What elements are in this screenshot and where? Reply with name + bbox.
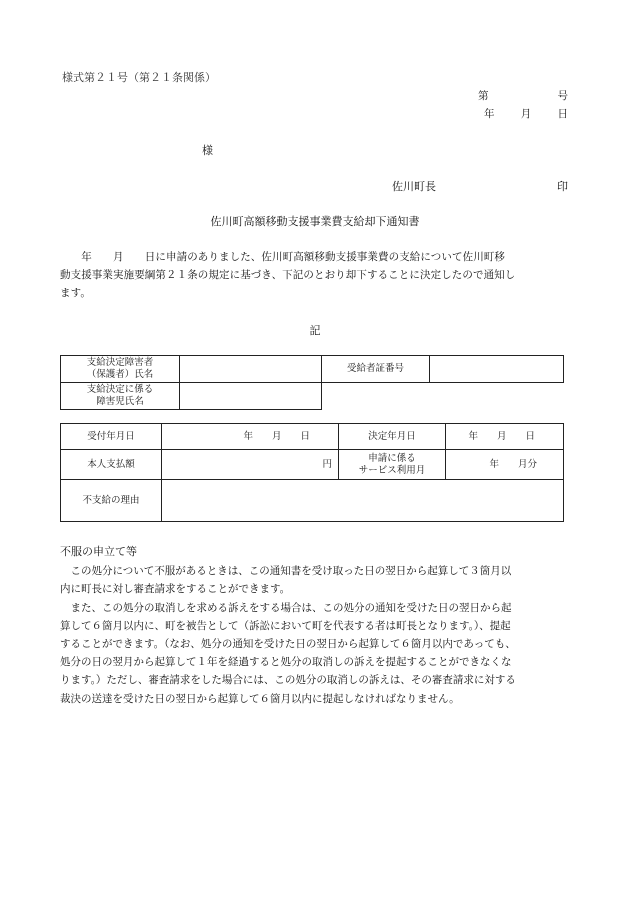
child-name-value xyxy=(180,383,322,410)
sender-name: 佐川町長 xyxy=(392,180,436,193)
form-number: 様式第２１号（第２１条関係） xyxy=(62,71,216,84)
decision-date-value: 年 月 日 xyxy=(446,424,564,450)
addressee-honorific: 様 xyxy=(202,144,213,157)
empty-cell xyxy=(322,383,430,410)
cert-number-label: 受給者証番号 xyxy=(322,356,430,383)
label-line: 障害児氏名 xyxy=(96,396,144,407)
recipient-name-value xyxy=(180,356,322,383)
label-line: （保護者）氏名 xyxy=(86,369,154,380)
document-title: 佐川町高額移動支援事業費支給却下通知書 xyxy=(210,215,420,228)
appeal-line: 処分の日の翌月から起算して１年を経過すると処分の取消しの訴えを提起することができなくな xyxy=(60,656,512,669)
label-line: サービス利用月 xyxy=(358,464,426,476)
document-number xyxy=(478,88,568,103)
date-year: 年 xyxy=(484,108,495,120)
label-line: 支給決定に係る xyxy=(86,384,154,395)
appeal-line: ります。）ただし、審査請求をした場合には、この処分の取消しの訴えは、その審査請求に対する xyxy=(60,674,516,687)
number-prefix: 第 xyxy=(478,90,489,102)
body-line: ます。 xyxy=(60,287,91,299)
payment-amount-value: 円 xyxy=(162,450,339,480)
payment-amount-label: 本人支払額 xyxy=(61,450,162,480)
notice-body xyxy=(60,248,572,302)
label-line: 申請に係る xyxy=(368,452,416,464)
appeal-line: することができます。（なお、処分の通知を受けた日の翌日から起算して６箇月以内であっても、 xyxy=(60,638,516,651)
appeal-section xyxy=(60,543,580,708)
appeal-heading: 不服の申立て等 xyxy=(60,545,137,558)
appeal-line: この処分について不服があるときは、この通知書を受け取った日の翌日から起算して３箇月以 xyxy=(60,565,512,578)
empty-cell xyxy=(430,383,564,410)
received-date-value: 年 月 日 xyxy=(162,424,339,450)
seal-mark: 印 xyxy=(557,180,568,193)
body-line: 動支援事業実施要綱第２１条の規定に基づき、下記のとおり却下することに決定したので通知し xyxy=(60,269,516,281)
ki-heading: 記 xyxy=(309,324,321,337)
date-day: 日 xyxy=(557,108,568,120)
label-line: 支給決定障害者 xyxy=(86,357,154,368)
decision-table xyxy=(60,423,564,522)
non-payment-reason-label: 不支給の理由 xyxy=(61,480,162,522)
decision-date-label: 決定年月日 xyxy=(339,424,446,450)
number-suffix: 号 xyxy=(557,90,568,102)
body-line: 年 月 日に申請のありました、佐川町高額移動支援事業費の支給について佐川町移 xyxy=(60,251,505,263)
non-payment-reason-value xyxy=(162,480,564,522)
appeal-line: 内に町長に対し審査請求をすることができます。 xyxy=(60,583,291,596)
issue-date xyxy=(484,106,568,121)
received-date-label: 受付年月日 xyxy=(61,424,162,450)
date-month: 月 xyxy=(520,108,532,120)
appeal-line: 算して６箇月以内に、町を被告として（訴訟において町を代表する者は町長となります。）、提起 xyxy=(60,619,511,632)
cert-number-value xyxy=(430,356,564,383)
appeal-line: また、この処分の取消しを求める訴えをする場合は、この処分の通知を受けた日の翌日から起 xyxy=(60,601,512,614)
service-month-value: 年 月分 xyxy=(446,450,564,480)
recipient-table xyxy=(60,355,564,410)
service-month-label xyxy=(339,450,446,480)
appeal-line: 裁決の送達を受けた日の翌日から起算して６箇月以内に提起しなければなりません。 xyxy=(60,692,460,705)
recipient-name-label xyxy=(61,356,180,383)
child-name-label xyxy=(61,383,180,410)
